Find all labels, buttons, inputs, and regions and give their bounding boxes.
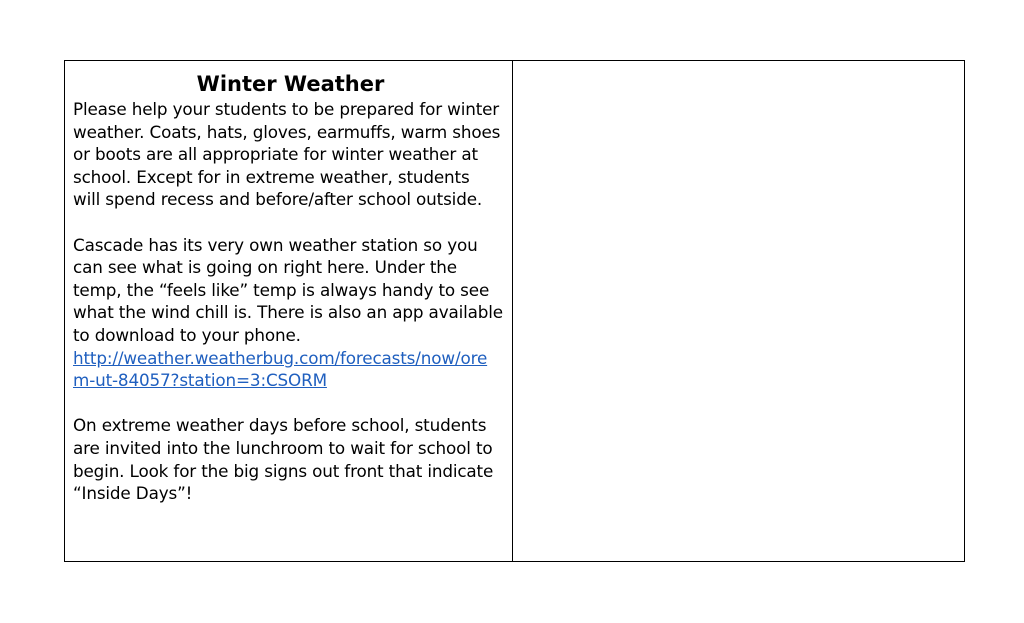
section-title: Winter Weather: [196, 72, 385, 96]
text-line: begin. Look for the big signs out front that indicate: [73, 460, 494, 481]
paragraph-inside-days: [73, 414, 506, 504]
paragraph-spacer: [73, 211, 506, 234]
text-line: weather. Coats, hats, gloves, earmuffs, warm shoes: [73, 121, 501, 142]
text-line: can see what is going on right here. Under the: [73, 257, 457, 278]
newsletter-table: [64, 60, 965, 562]
text-line: Please help your students to be prepared for winter: [73, 99, 500, 119]
weatherbug-link[interactable]: [73, 347, 506, 392]
text-line: “Inside Days”!: [73, 483, 193, 504]
text-line: temp, the “feels like” temp is always handy to see: [73, 279, 490, 300]
winter-weather-cell: [65, 61, 513, 561]
empty-cell: [513, 61, 964, 561]
paragraph-spacer: [73, 392, 506, 415]
text-line: school. Except for in extreme weather, students: [73, 166, 470, 187]
text-line: will spend recess and before/after school outside.: [73, 189, 483, 210]
weatherbug-link-line[interactable]: http://weather.weatherbug.com/forecasts/now/ore: [73, 347, 488, 368]
text-line: Cascade has its very own weather station so you: [73, 234, 478, 255]
text-line: or boots are all appropriate for winter weather at: [73, 144, 478, 165]
text-line: what the wind chill is. There is also an app available: [73, 302, 503, 323]
text-line: On extreme weather days before school, students: [73, 415, 487, 436]
paragraph-preparedness: [73, 98, 506, 211]
text-line: to download to your phone.: [73, 324, 301, 345]
paragraph-weather-station: [73, 234, 506, 392]
weatherbug-link-line[interactable]: m-ut-84057?station=3:CSORM: [73, 370, 327, 391]
text-line: are invited into the lunchroom to wait for school to: [73, 437, 493, 458]
